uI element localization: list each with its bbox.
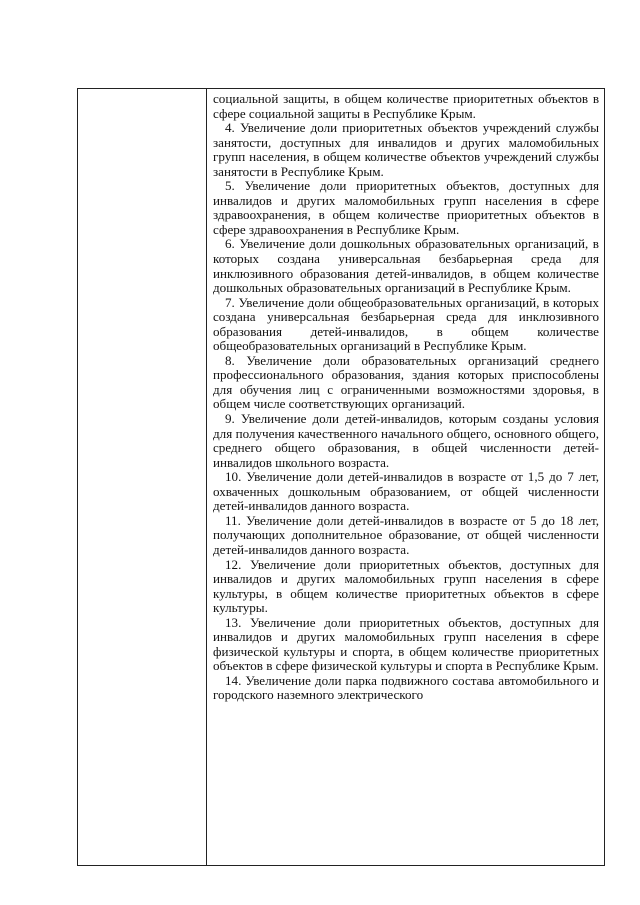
indicator-item: 5. Увеличение доли приоритетных объектов, доступных для инвалидов и других маломобильных групп населения в сфере здравоохранения, в общем количестве приоритетных объектов в сфере здравоохранения в Республике Крым. — [213, 178, 599, 237]
indicator-item: 6. Увеличение доли дошкольных образовательных организаций, в которых создана универсальная безбарьерная среда для инклюзивного образования детей-инвалидов, в общем количестве дошкольных образовательных организаций в Республике Крым. — [213, 236, 599, 296]
indicator-item: социальной защиты, в общем количестве приоритетных объектов в сфере социальной защиты в Республике Крым. — [213, 91, 599, 121]
indicator-item: 8. Увеличение доли образовательных организаций среднего профессионального образования, здания которых приспособлены для обучения лиц с ограниченными возможностями здоровья, в общем числе соответствующих организаций. — [213, 352, 599, 412]
indicator-item: 7. Увеличение доли общеобразовательных организаций, в которых создана универсальная безбарьерная среда для инклюзивного образования детей-инвалидов, в общем количестве общеобразовательных организаций в Республике Крым. — [213, 294, 599, 354]
indicator-item: 9. Увеличение доли детей-инвалидов, которым созданы условия для получения качественного начального общего, основного общего, среднего общего образования, в общей численности детей-инвалидов школьного возраста. — [213, 411, 599, 470]
indicator-item: 13. Увеличение доли приоритетных объектов, доступных для инвалидов и других маломобильных групп населения в сфере физической культуры и спорта, в общем количестве приоритетных объектов в сфере физической культуры и спорта в Республике Крым. — [213, 614, 599, 674]
indicator-item: 12. Увеличение доли приоритетных объектов, доступных для инвалидов и других маломобильных групп населения в сфере культуры, в общем количестве приоритетных объектов в сфере культуры. — [213, 556, 599, 616]
indicator-item: 14. Увеличение доли парка подвижного состава автомобильного и городского наземного электрического — [213, 672, 599, 703]
indicator-item: 4. Увеличение доли приоритетных объектов учреждений службы занятости, доступных для инвалидов и других маломобильных групп населения, в общем количестве объектов учреждений службы занятости в Республике Крым. — [213, 120, 599, 179]
table-column-divider — [206, 88, 207, 866]
indicator-item: 11. Увеличение доли детей-инвалидов в возрасте от 5 до 18 лет, получающих дополнительное образование, от общей численности детей-инвалидов данного возраста. — [213, 512, 599, 557]
table-cell-indicators — [213, 92, 599, 703]
indicator-item: 10. Увеличение доли детей-инвалидов в возрасте от 1,5 до 7 лет, охваченных дошкольным образованием, от общей численности детей-инвалидов данного возраста. — [213, 469, 599, 514]
